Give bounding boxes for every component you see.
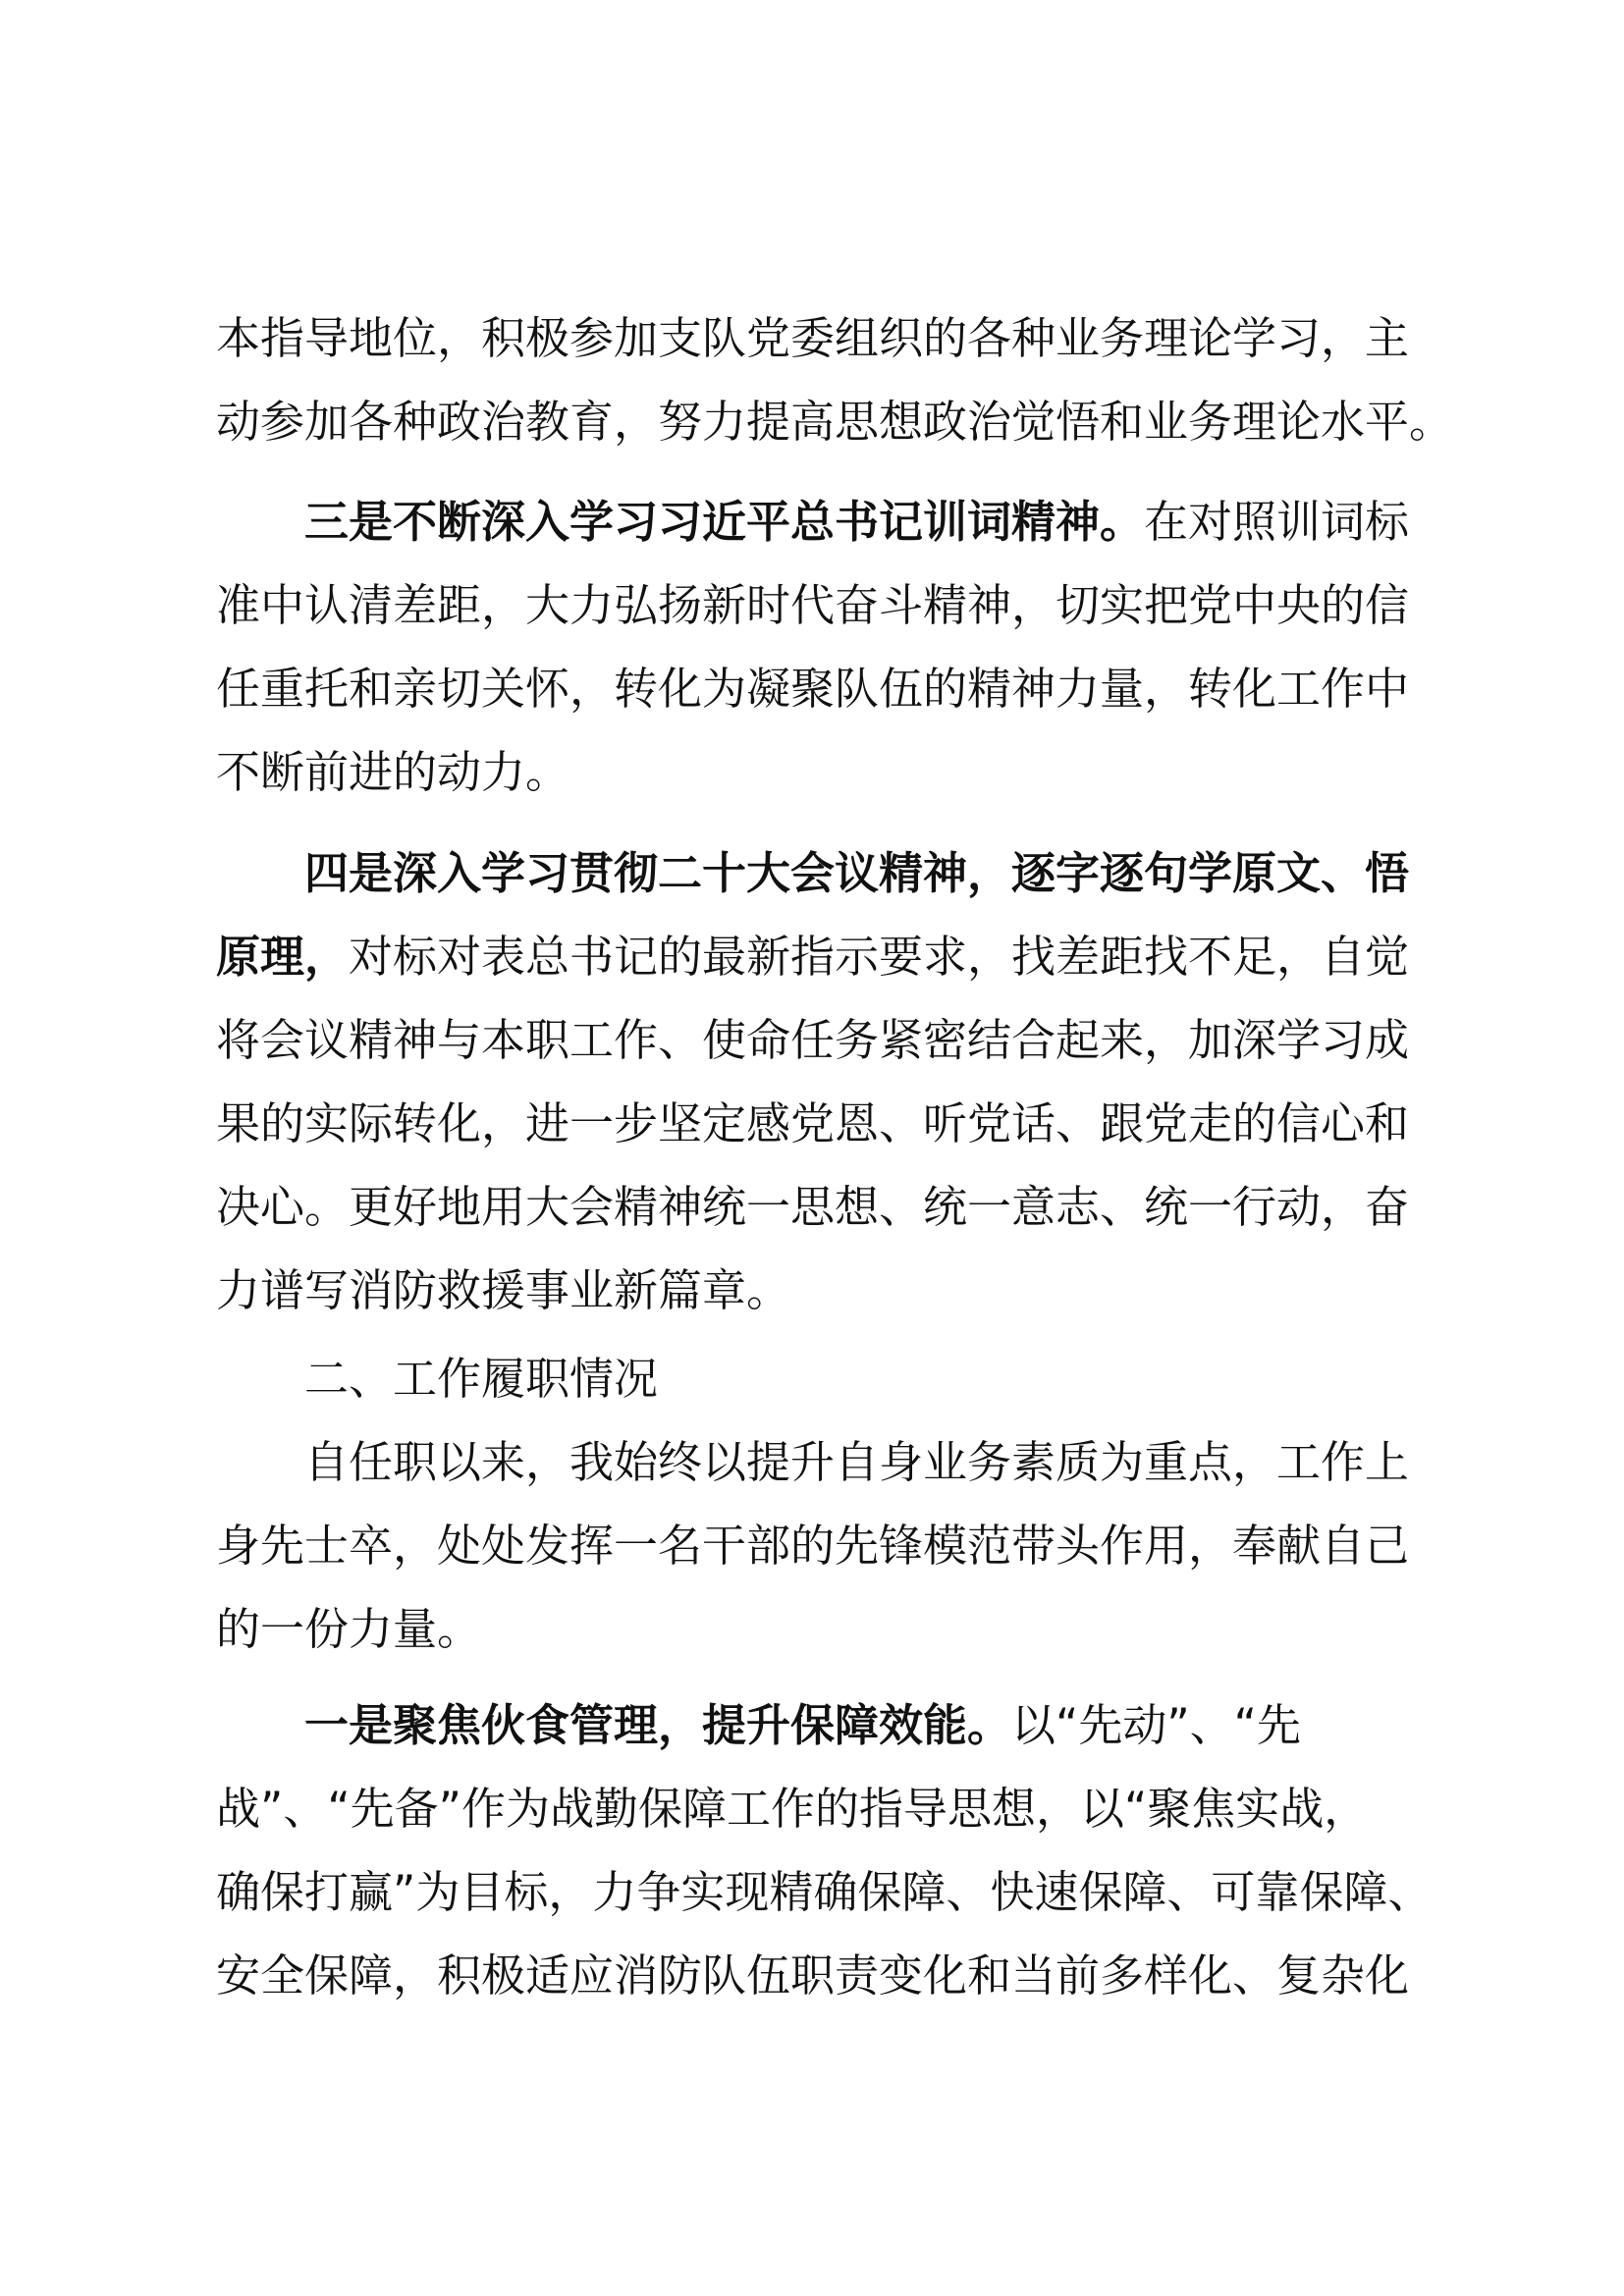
- body-text-line: 的一份力量。: [216, 1603, 482, 1655]
- bold-heading-text: 一是聚焦伙食管理，提升保障效能。: [304, 1699, 1012, 1751]
- body-text-line: 确保打赢”为目标，力争实现精确保障、快速保障、可靠保障、: [216, 1866, 1433, 1918]
- body-text-line: 本指导地位，积极参加支队党委组织的各种业务理论学习，主: [216, 312, 1410, 364]
- paragraph-line-heading-four: [216, 928, 1434, 987]
- paragraph-line-heading-three: [304, 493, 1522, 552]
- body-text-line: 不断前进的动力。: [216, 746, 570, 798]
- body-text-line: 力谱写消防救援事业新篇章。: [216, 1264, 791, 1316]
- body-text-span: 对标对表总书记的最新指示要求，找差距找不足，自觉: [349, 931, 1410, 983]
- bold-heading-text: 三是不断深入学习习近平总书记训词精神。: [304, 496, 1145, 548]
- body-text-line: 安全保障，积极适应消防队伍职责变化和当前多样化、复杂化: [216, 1949, 1410, 2002]
- body-text-line: 身先士卒，处处发挥一名干部的先锋模范带头作用，奉献自己: [216, 1520, 1410, 1572]
- body-text-span: 以“先动”、“先: [1011, 1699, 1301, 1751]
- body-text-line: 任重托和亲切关怀，转化为凝聚队伍的精神力量，转化工作中: [216, 663, 1410, 715]
- body-text-line: 果的实际转化，进一步坚定感党恩、听党话、跟党走的信心和: [216, 1097, 1410, 1149]
- body-text-line: 战”、“先备”作为战勤保障工作的指导思想，以“聚焦实战，: [216, 1783, 1369, 1835]
- body-text-line: 准中认清差距，大力弘扬新时代奋斗精神，切实把党中央的信: [216, 579, 1410, 631]
- section-heading: 二、工作履职情况: [304, 1353, 659, 1405]
- body-text-line: 将会议精神与本职工作、使命任务紧密结合起来，加深学习成: [216, 1014, 1410, 1066]
- body-text-span: 在对照训词标: [1144, 496, 1410, 548]
- paragraph-line-heading-one: [304, 1696, 1522, 1755]
- bold-heading-text: 原理，: [216, 931, 350, 983]
- bold-heading-line: 四是深入学习贯彻二十大会议精神，逐字逐句学原文、悟: [304, 847, 1410, 899]
- body-text-line: 自任职以来，我始终以提升自身业务素质为重点，工作上: [304, 1436, 1410, 1488]
- body-text-line: 决心。更好地用大会精神统一思想、统一意志、统一行动，奋: [216, 1181, 1410, 1233]
- body-text-line: 动参加各种政治教育，努力提高思想政治觉悟和业务理论水平。: [216, 396, 1454, 448]
